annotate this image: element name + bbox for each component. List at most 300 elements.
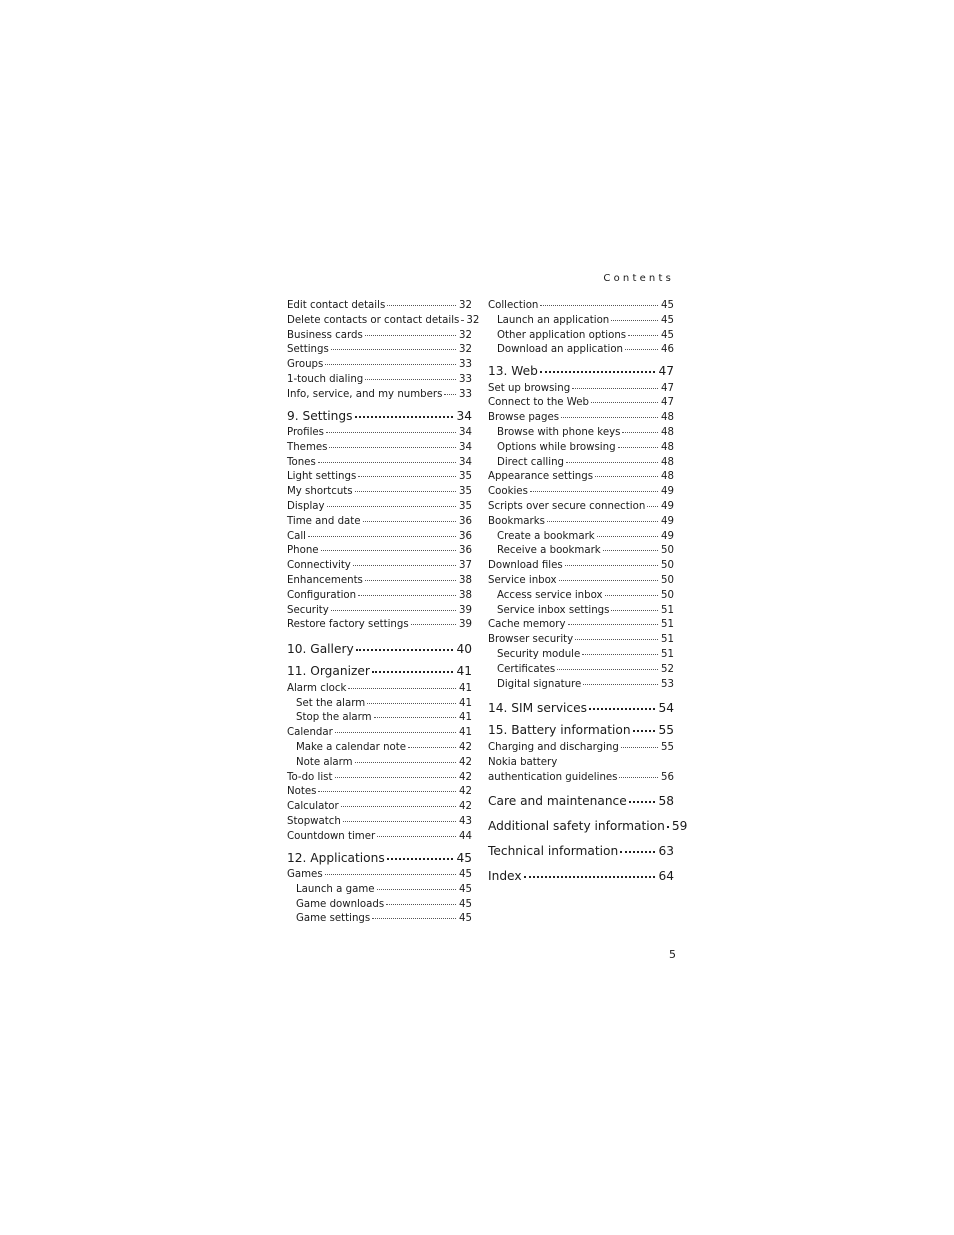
toc-page-number: 39 [459,619,472,631]
toc-entry[interactable] [287,757,472,772]
dot-leader [365,580,456,581]
toc-entry-title: Calculator [287,801,339,813]
dot-leader [597,536,658,537]
dot-leader [335,732,456,733]
toc-entry-title: Info, service, and my numbers [287,388,443,400]
toc-entry[interactable] [488,457,674,472]
toc-entry-title: Receive a bookmark [497,545,601,557]
toc-entry[interactable] [488,664,674,679]
toc-entry[interactable] [488,757,674,772]
toc-page-number: 33 [459,388,472,400]
dot-leader [363,521,456,522]
toc-page-number: 45 [456,850,472,865]
toc-page-number: 48 [661,441,674,453]
toc-entry-title: 1-touch dialing [287,373,364,385]
dot-leader [572,388,658,389]
toc-entry-title: Notes [287,786,317,798]
dot-leader [355,416,454,418]
toc-entry-title: Games [287,869,323,880]
dot-leader [591,402,658,403]
toc-entry-title: Stop the alarm [296,712,372,724]
toc-entry[interactable] [287,742,472,757]
toc-entry-title: 12. Applications [287,850,385,865]
dot-leader [605,595,658,596]
toc-page-number: 47 [658,364,674,379]
toc-entry-title: Edit contact details [287,300,386,311]
toc-page-number: 45 [459,898,472,910]
toc-page-number: 50 [661,589,674,601]
toc-page-number: 50 [661,545,674,557]
toc-page-number: 34 [459,456,472,468]
dot-leader [331,610,456,611]
dot-leader [611,610,658,611]
toc-page-number: 36 [459,515,472,527]
toc-entry[interactable] [287,501,472,516]
toc-entry[interactable] [488,315,674,330]
toc-entry-title: Groups [287,359,324,371]
toc-section-entry[interactable] [488,869,674,886]
dot-leader [372,671,454,673]
toc-entry[interactable] [488,486,674,501]
dot-leader [377,836,456,837]
dot-leader [618,447,658,448]
toc-page-number: 37 [459,560,472,572]
toc-section-entry[interactable] [287,664,472,681]
toc-entry[interactable] [287,300,472,315]
toc-page-number: 39 [459,604,472,616]
toc-page-number: 41 [459,727,472,739]
toc-entry-title: Scripts over secure connection [488,501,646,513]
toc-entry-title: Launch a game [296,883,375,895]
toc-entry[interactable] [488,679,674,694]
toc-page-number: 40 [456,642,472,657]
toc-section-entry[interactable] [488,819,688,836]
toc-entry[interactable] [488,531,674,546]
toc-entry[interactable] [287,575,472,590]
toc-entry-title: Bookmarks [488,515,545,527]
toc-entry-title: Additional safety information [488,819,665,834]
toc-entry-title: Stopwatch [287,815,341,827]
toc-page-number: 34 [459,427,472,439]
toc-entry-title: Security [287,604,329,616]
toc-entry-title: Download an application [497,344,624,356]
toc-entry-title: Options while browsing [497,441,616,453]
toc-entry-title: Display [287,501,325,513]
toc-page-number: 56 [661,771,674,783]
dot-leader [325,364,456,365]
dot-leader [372,918,456,919]
toc-page-number: 35 [459,471,472,483]
dot-leader [386,904,456,905]
toc-page-number: 42 [459,756,472,768]
dot-leader [355,762,456,763]
dot-leader [327,506,456,507]
dot-leader [325,874,456,875]
dot-leader [557,669,658,670]
toc-entry-title: Connect to the Web [488,397,589,409]
toc-entry[interactable] [287,899,472,914]
toc-page-number: 42 [459,786,472,798]
dot-leader [530,491,658,492]
toc-entry-title: Browse pages [488,412,560,424]
toc-entry[interactable] [287,344,472,359]
toc-page-number: 33 [459,359,472,371]
toc-page-number: 41 [459,682,472,694]
toc-page-number: 45 [459,883,472,895]
toc-entry[interactable] [287,831,472,846]
toc-page-number: 41 [459,697,472,709]
toc-entry[interactable] [287,619,472,634]
toc-section-entry[interactable] [287,851,472,868]
toc-entry[interactable] [488,427,674,442]
dot-leader [540,371,656,373]
toc-page-number: 48 [661,456,674,468]
dot-leader [647,506,658,507]
toc-entry-title: Tones [287,456,316,468]
dot-leader [318,791,456,792]
toc-entry[interactable] [287,786,472,801]
toc-page-number: 45 [459,869,472,880]
toc-entry[interactable] [488,501,674,516]
toc-entry[interactable] [488,471,674,486]
toc-entry[interactable] [287,314,480,330]
dot-leader [308,536,456,537]
dot-leader [374,717,456,718]
toc-entry-title: Profiles [287,427,324,439]
toc-entry[interactable] [488,649,674,664]
dot-leader [358,595,456,596]
dot-leader [575,639,658,640]
toc-page-number: 32 [459,344,472,356]
toc-entry-title: Game settings [296,913,371,925]
dot-leader [589,708,656,710]
dot-leader [628,335,658,336]
dot-leader [611,320,658,321]
toc-left-column [287,300,480,928]
toc-entry[interactable] [287,772,472,787]
toc-entry[interactable] [287,698,472,713]
toc-entry-title: Countdown timer [287,830,376,842]
toc-entry[interactable] [488,605,674,620]
toc-entry-title: Calendar [287,727,333,739]
toc-page-number: 59 [671,819,688,834]
toc-entry-title: My shortcuts [287,486,353,498]
dot-leader [461,320,463,321]
toc-page-number: 34 [459,441,472,453]
dot-leader [318,462,456,463]
toc-entry[interactable] [488,575,674,590]
dot-leader [358,476,456,477]
toc-right-column [488,300,688,886]
toc-page-number: 49 [661,486,674,498]
toc-entry-title: Alarm clock [287,682,347,694]
toc-entry-title: Other application options [497,329,627,341]
toc-entry-title: 15. Battery information [488,723,631,738]
toc-page-number: 47 [661,397,674,409]
dot-leader [348,688,456,689]
toc-entry[interactable] [488,397,674,412]
dot-leader [355,491,456,492]
dot-leader [365,379,456,380]
toc-entry[interactable] [287,457,472,472]
dot-leader [568,624,659,625]
toc-section-entry[interactable] [488,844,674,861]
toc-entry-title: Index [488,869,522,884]
toc-page-number: 35 [459,501,472,513]
dot-leader [540,305,658,306]
dot-leader [341,806,456,807]
dot-leader [387,305,456,306]
toc-entry[interactable] [287,801,472,816]
toc-page-number: 53 [661,678,674,690]
toc-entry-title: 13. Web [488,364,538,379]
toc-entry-title: Set the alarm [296,697,366,709]
toc-page-number: 51 [661,619,674,631]
dot-leader [411,624,456,625]
toc-entry[interactable] [287,683,472,698]
toc-entry[interactable] [287,884,472,899]
toc-entry-title: Browser security [488,634,574,646]
toc-page-number: 41 [459,712,472,724]
toc-entry-title: Technical information [488,844,619,859]
toc-page-number: 42 [459,771,472,783]
toc-entry[interactable] [287,869,472,884]
toc-entry-title: Configuration [287,589,357,601]
toc-entry[interactable] [488,590,674,605]
toc-entry[interactable] [488,412,674,427]
toc-entry-title: Security module [497,649,581,661]
toc-page-number: 36 [459,545,472,557]
toc-page-number: 48 [661,471,674,483]
toc-entry[interactable] [488,344,674,359]
toc-entry[interactable] [287,359,472,374]
toc-entry-title: Service inbox [488,575,557,587]
toc-page-number: 48 [661,427,674,439]
dot-leader [377,889,457,890]
toc-entry-title: Note alarm [296,756,353,768]
toc-entry[interactable] [488,634,674,649]
dot-leader [367,703,456,704]
toc-page-number: 43 [459,815,472,827]
toc-entry-title: Charging and discharging [488,741,619,753]
dot-leader [583,684,658,685]
dot-leader [387,858,454,860]
toc-page-number: 51 [661,604,674,616]
toc-section-entry[interactable] [488,364,674,381]
toc-entry[interactable] [287,531,472,546]
toc-entry[interactable] [488,300,674,315]
toc-page-number: 55 [661,741,674,753]
toc-entry-title: Collection [488,300,539,311]
dot-leader [335,777,457,778]
toc-entry-title: Settings [287,344,329,356]
toc-page-number: 48 [661,412,674,424]
toc-entry[interactable] [488,560,674,575]
toc-page-number: 50 [661,560,674,572]
toc-entry-title: Browse with phone keys [497,427,621,439]
toc-page-number: 33 [459,373,472,385]
dot-leader [365,335,456,336]
toc-entry[interactable] [287,516,472,531]
toc-page-number: 64 [658,869,674,884]
toc-entry-title: 9. Settings [287,408,353,423]
dot-leader [619,777,658,778]
toc-entry-title: Enhancements [287,575,363,587]
dot-leader [582,654,658,655]
toc-entry[interactable] [488,516,674,531]
dot-leader [408,747,456,748]
toc-entry-title: Access service inbox [497,589,603,601]
toc-page-number: 42 [459,741,472,753]
toc-entry[interactable] [287,590,472,605]
dot-leader [547,521,658,522]
toc-page-number: 49 [661,501,674,513]
toc-entry[interactable] [488,772,674,787]
toc-entry[interactable] [287,712,472,727]
toc-entry-title: Cache memory [488,619,566,631]
toc-entry-title: Restore factory settings [287,619,409,631]
toc-entry[interactable] [287,389,472,404]
toc-entry-title: Game downloads [296,898,385,910]
toc-page-number: 34 [456,408,472,423]
toc-entry-title: Make a calendar note [296,741,407,753]
running-header: Contents [603,273,674,284]
toc-entry-title: Set up browsing [488,382,571,394]
dot-leader [629,801,656,803]
dot-leader [620,851,655,853]
toc-entry-title: Business cards [287,329,363,341]
dot-leader [331,349,456,350]
dot-leader [559,580,658,581]
toc-page-number: 41 [456,664,472,679]
toc-page-number: 51 [661,649,674,661]
dot-leader [561,417,658,418]
toc-page-number: 45 [661,329,674,341]
toc-entry-title: Call [287,530,307,542]
toc-entry[interactable] [488,330,674,345]
toc-page-number: 50 [661,575,674,587]
toc-section-entry[interactable] [488,723,674,740]
toc-entry-title: 11. Organizer [287,664,370,679]
toc-entry[interactable] [488,442,674,457]
toc-entry[interactable] [488,545,674,560]
toc-entry-title: Digital signature [497,678,582,690]
toc-page-number: 51 [661,634,674,646]
toc-entry-title: Nokia battery [488,756,558,768]
toc-entry-title: authentication guidelines [488,771,618,783]
toc-page-number: 42 [459,801,472,813]
toc-page-number: 38 [459,589,472,601]
toc-page-number: 38 [459,575,472,587]
toc-section-entry[interactable] [488,794,674,811]
dot-leader [565,565,658,566]
toc-entry-title: Cookies [488,486,528,498]
toc-entry-title: Phone [287,545,319,557]
toc-entry[interactable] [287,605,472,620]
toc-page-number: 45 [661,314,674,326]
toc-page-number: 45 [459,913,472,925]
toc-entry-title: Appearance settings [488,471,594,483]
dot-leader [625,349,658,350]
toc-entry[interactable] [287,442,472,457]
toc-entry-title: Certificates [497,663,556,675]
toc-entry-title: Light settings [287,471,357,483]
toc-entry[interactable] [287,545,472,560]
toc-entry-title: Time and date [287,515,361,527]
page-number: 5 [669,948,676,961]
toc-entry[interactable] [287,913,472,928]
dot-leader [524,876,656,878]
dot-leader [444,394,456,395]
toc-entry-title: To-do list [287,771,333,783]
toc-entry-title: Download files [488,560,563,572]
toc-page-number: 46 [661,344,674,356]
dot-leader [356,649,454,651]
toc-page-number: 58 [658,794,674,809]
toc-page-number: 55 [658,723,674,738]
toc-page-number: 32 [459,329,472,341]
toc-entry-title: 10. Gallery [287,642,354,657]
toc-entry[interactable] [287,560,472,575]
dot-leader [603,550,658,551]
toc-page-number: 44 [459,830,472,842]
dot-leader [353,565,456,566]
toc-page-number: 32 [459,300,472,311]
toc-page-number: 54 [658,701,674,716]
toc-page-number: 52 [661,663,674,675]
toc-entry-title: Create a bookmark [497,530,595,542]
dot-leader [321,550,456,551]
toc-page-number: 36 [459,530,472,542]
toc-entry[interactable] [488,742,674,757]
toc-page-number: 47 [661,382,674,394]
toc-entry-title: 14. SIM services [488,701,587,716]
toc-entry[interactable] [287,816,472,831]
toc-entry[interactable] [488,619,674,634]
dot-leader [329,447,456,448]
toc-entry[interactable] [287,727,472,742]
toc-entry-title: Launch an application [497,314,610,326]
toc-section-entry[interactable] [488,701,674,718]
toc-entry-title: Connectivity [287,560,351,572]
toc-page-number: 49 [661,515,674,527]
dot-leader [326,432,456,433]
dot-leader [343,821,456,822]
dot-leader [622,432,658,433]
dot-leader [621,747,658,748]
dot-leader [595,476,658,477]
toc-entry-title: Themes [287,441,328,453]
toc-page-number: 49 [661,530,674,542]
toc-entry[interactable] [287,427,472,442]
toc-page-number: 32 [466,314,480,326]
dot-leader [633,730,656,732]
toc-entry-title: Service inbox settings [497,604,610,616]
toc-entry-title: Care and maintenance [488,794,627,809]
toc-page-number: 63 [658,844,674,859]
dot-leader [667,826,669,828]
toc-section-entry[interactable] [287,642,472,659]
toc-entry[interactable] [287,486,472,501]
toc-section-entry[interactable] [287,409,472,426]
toc-entry[interactable] [287,471,472,486]
dot-leader [566,462,658,463]
toc-entry[interactable] [287,330,472,345]
toc-entry[interactable] [488,383,674,398]
toc-entry-title: Direct calling [497,456,564,468]
toc-page-number: 45 [661,300,674,311]
toc-entry[interactable] [287,374,472,389]
